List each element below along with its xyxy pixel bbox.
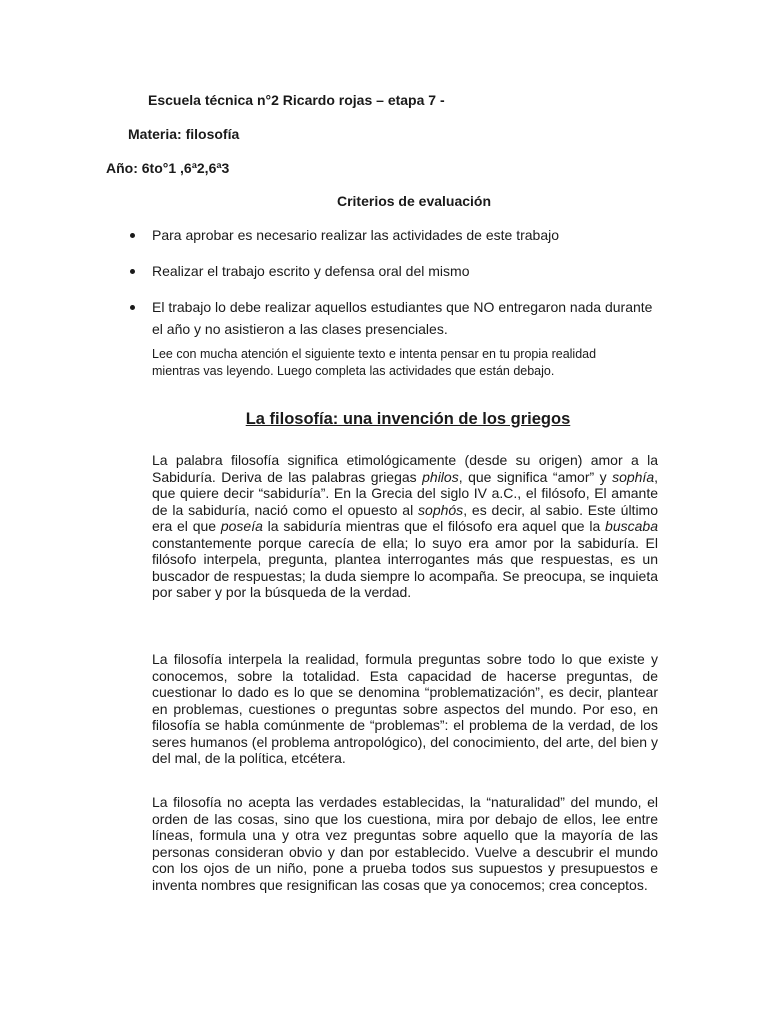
criteria-item: El trabajo lo debe realizar aquellos estudiantes que NO entregaron nada durante el año y no asistieron a las clases presenciales.: [126, 296, 666, 340]
subject-line: Materia: filosofía: [128, 126, 240, 142]
school-name: Escuela técnica n°2 Ricardo rojas – etapa 7 -: [148, 92, 445, 108]
term-poseia: poseía: [220, 518, 263, 534]
criteria-item: Realizar el trabajo escrito y defensa oral del mismo: [126, 260, 666, 282]
para-1-text: , que significa “amor” y: [458, 468, 613, 485]
term-sophia: sophía: [612, 468, 655, 485]
para-1-text: la sabiduría mientras que el filósofo era aquel que la: [262, 518, 606, 534]
instructions-text: Lee con mucha atención el siguiente texto e intenta pensar en tu propia realidad mientras vas leyendo. Luego completa las actividades que están debajo.: [152, 347, 597, 378]
para-1-text: constantemente porque carecía de ella; lo suyo era amor por la sabiduría. El filósofo interpela, pregunta, plantea interrogantes más que respuestas, es un buscador de respuestas; la duda siempre lo acompaña. Se preocupa, se inquieta por saber y por la búsqueda de la verdad.: [152, 534, 658, 600]
term-philos: philos: [422, 468, 459, 485]
paragraph-3: La filosofía no acepta las verdades establecidas, la “naturalidad” del mundo, el orden de las cosas, sino que los cuestiona, mira por debajo de ellos, lee entre líneas, formula una y otra vez preguntas sobre aquello que la mayoría de las personas consideran obvio y dan por establecido. Vuelve a descubrir el mundo con los ojos de un niño, pone a prueba todos sus supuestos y presupuestos e inventa nombres que resignifican las cosas que ya conocemos; crea conceptos.: [152, 794, 658, 893]
para-1-text: La palabra filosofía significa etimológicamente (desde su origen) amor a la Sabiduría. Deriva de las palabras griegas: [152, 452, 658, 485]
criteria-item: Para aprobar es necesario realizar las actividades de este trabajo: [126, 224, 666, 246]
criteria-list: [126, 224, 666, 354]
paragraph-1: [152, 452, 658, 601]
term-buscaba: buscaba: [605, 518, 658, 534]
paragraph-2: La filosofía interpela la realidad, formula preguntas sobre todo lo que existe y conocemos, sobre la totalidad. Esta capacidad de hacerse preguntas, de cuestionar lo dado es lo que se denomina “problematización”, es decir, plantear en problemas, cuestiones o preguntas sobre aspectos del mundo. Por eso, en filosofía se habla comúnmente de “problemas”: el problema de la verdad, de los seres humanos (el problema antropológico), del conocimiento, del arte, del bien y del mal, de la política, etcétera.: [152, 651, 658, 766]
text-title: La filosofía: una invención de los griegos: [245, 410, 571, 428]
para-1-text: , que quiere decir “sabiduría”. En la Grecia del siglo IV a.C., el filósofo, El amante de la sabiduría, nació como el opuesto al: [152, 468, 659, 518]
criteria-heading: Criterios de evaluación: [336, 193, 492, 209]
year-line: Año: 6to°1 ,6ª2,6ª3: [106, 160, 230, 176]
term-sophos: sophós: [418, 501, 464, 518]
para-1-text: , es decir, al sabio. Este último era el que: [152, 501, 659, 534]
